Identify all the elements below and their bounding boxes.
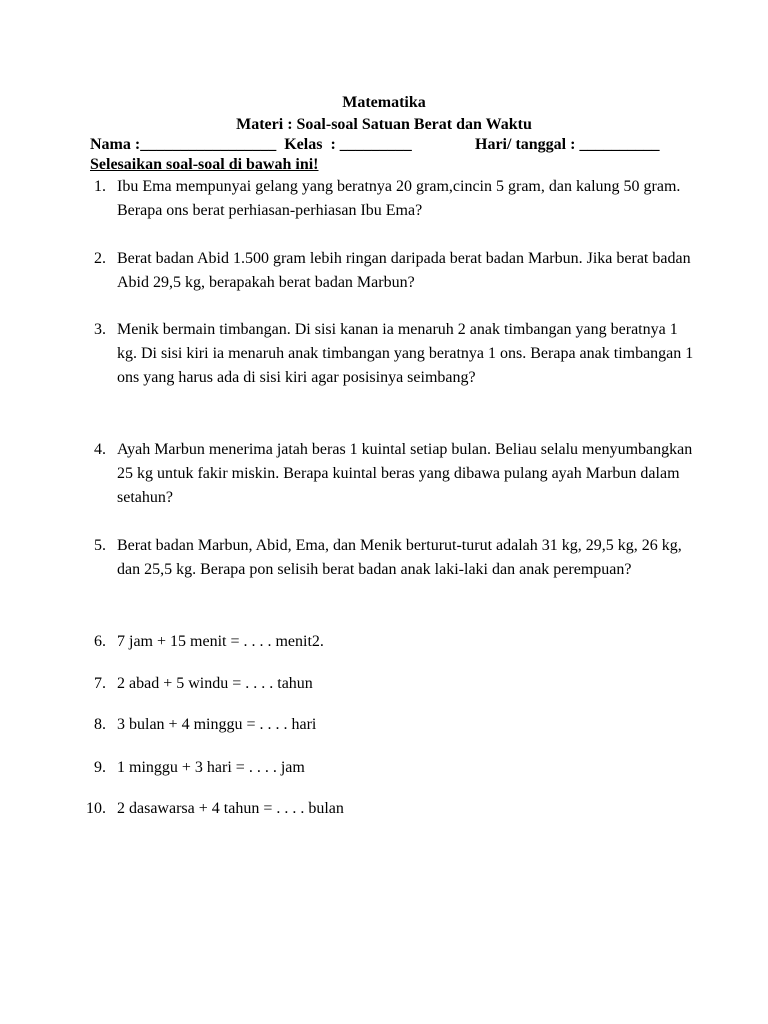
question-text: 3 bulan + 4 minggu = . . . . hari (117, 716, 317, 733)
question-number: 10. (86, 800, 106, 817)
question-text: 1 minggu + 3 hari = . . . . jam (117, 759, 305, 776)
question-text: 2 abad + 5 windu = . . . . tahun (117, 675, 313, 692)
question-number: 6. (94, 633, 106, 650)
question-text: 7 jam + 15 menit = . . . . menit2. (117, 633, 324, 650)
kelas-label: Kelas : (284, 136, 336, 153)
question-item (78, 713, 698, 737)
nama-label: Nama : (90, 136, 141, 153)
question-item (78, 672, 698, 696)
question-item (78, 438, 698, 510)
question-number: 5. (94, 537, 106, 554)
hari-label: Hari/ tanggal : (475, 136, 576, 153)
question-number: 9. (94, 759, 106, 776)
question-number: 4. (94, 441, 106, 458)
topic-title: Materi : Soal-soal Satuan Berat dan Waktu (236, 116, 532, 133)
question-text: Ibu Ema mempunyai gelang yang beratnya 20 gram,cincin 5 gram, dan kalung 50 gram. Berapa ons berat perhiasan-perhiasan Ibu Ema? (117, 178, 681, 219)
question-item (78, 175, 698, 223)
question-item (78, 318, 698, 390)
question-text: Berat badan Abid 1.500 gram lebih ringan daripada berat badan Marbun. Jika berat badan Abid 29,5 kg, berapakah berat badan Marbun? (117, 250, 691, 291)
question-item (78, 756, 698, 780)
question-item (78, 247, 698, 295)
question-number: 7. (94, 675, 106, 692)
hari-blank: __________ (579, 136, 660, 153)
student-info-row (90, 136, 412, 154)
question-text: 2 dasawarsa + 4 tahun = . . . . bulan (117, 800, 344, 817)
subject-title: Matematika (342, 94, 426, 111)
question-number: 2. (94, 250, 106, 267)
kelas-blank: _________ (339, 136, 412, 153)
question-item (78, 534, 698, 582)
question-number: 8. (94, 716, 106, 733)
date-row (475, 136, 659, 154)
instruction: Selesaikan soal-soal di bawah ini! (90, 156, 319, 173)
question-number: 1. (94, 178, 106, 195)
question-text: Ayah Marbun menerima jatah beras 1 kuintal setiap bulan. Beliau selalu menyumbangkan 25 kg untuk fakir miskin. Berapa kuintal beras yang dibawa pulang ayah Marbun dalam setahun? (117, 441, 693, 506)
question-text: Berat badan Marbun, Abid, Ema, dan Menik berturut-turut adalah 31 kg, 29,5 kg, 26 kg, dan 25,5 kg. Berapa pon selisih berat badan anak laki-laki dan anak perempuan? (117, 537, 682, 578)
question-number: 3. (94, 321, 106, 338)
question-item (78, 630, 698, 654)
question-text: Menik bermain timbangan. Di sisi kanan ia menaruh 2 anak timbangan yang beratnya 1 kg. Di sisi kiri ia menaruh anak timbangan yang beratnya 1 ons. Berapa anak timbangan 1 ons yang harus ada di sisi kiri agar posisinya seimbang? (117, 321, 694, 386)
question-item (78, 797, 698, 821)
nama-blank: _________________ (140, 136, 277, 153)
